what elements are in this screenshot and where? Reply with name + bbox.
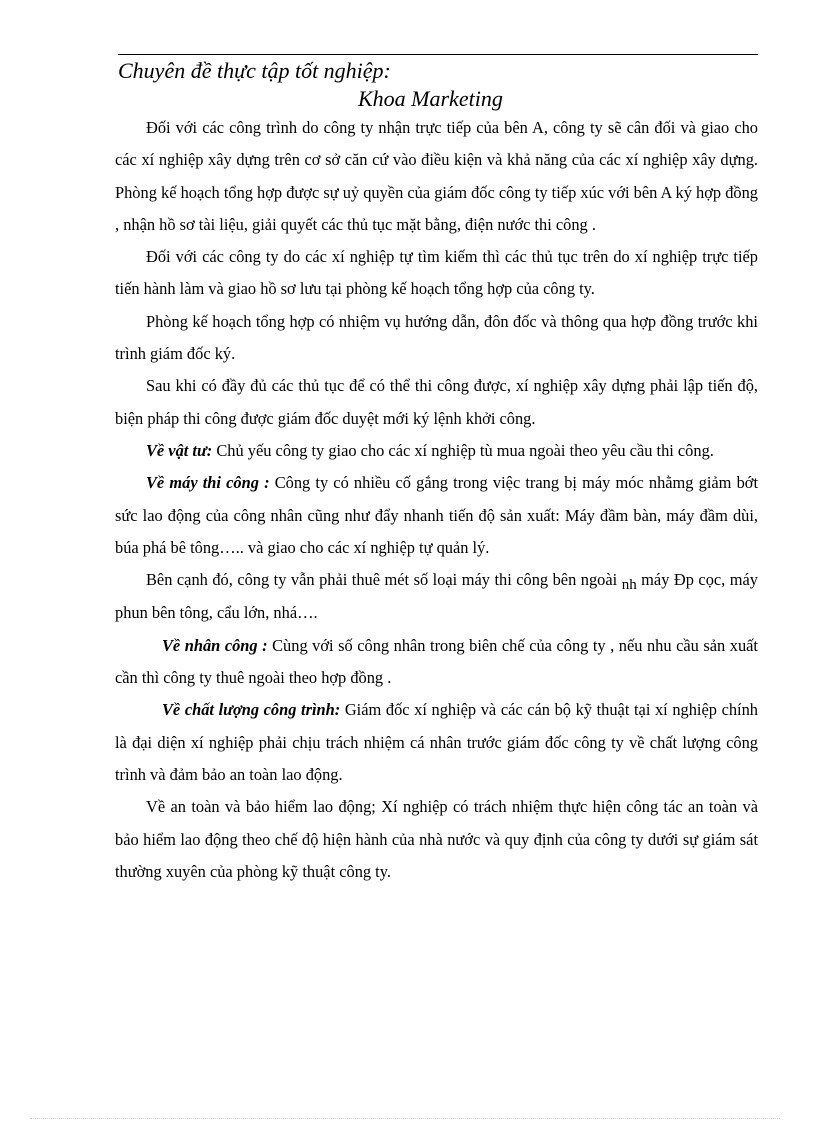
paragraph-text: Sau khi có đầy đủ các thủ tục để có thể thi công được, xí nghiệp xây dựng phải lập tiến độ, biện pháp thi công được giám đốc duyệt mới ký lệnh khởi công.	[115, 376, 758, 428]
paragraph	[115, 467, 758, 564]
paragraph-fragment: nh	[621, 577, 637, 594]
header-department: Khoa Marketing	[358, 86, 503, 111]
paragraph-text: máy Đp cọc, máy phun bên tông, cẩu lớn, nhá….	[115, 570, 758, 623]
paragraph	[115, 112, 758, 241]
paragraph-text: Phòng kế hoạch tổng hợp có nhiệm vụ hướng dẫn, đôn đốc và thông qua hợp đồng trước khi trình giám đốc ký.	[115, 311, 758, 364]
paragraph-text: Công ty có nhiều cố gắng trong việc trang bị máy móc nhằmg giảm bớt sức lao động của công nhân cũng như đẩy nhanh tiến độ sản xuất: Máy đầm bàn, máy đầm dùi, búa phá bê tông….. và giao cho các xí nghiệp tự quản lý.	[115, 473, 759, 557]
section-heading: Về nhân công :	[162, 635, 268, 655]
document-body	[115, 112, 758, 888]
paragraph	[115, 630, 758, 695]
paragraph	[115, 694, 758, 791]
paragraph	[115, 564, 758, 630]
paragraph-text: Cùng với số công nhân trong biên chế của công ty , nếu nhu cầu sản xuất cần thì công ty thuê ngoài theo hợp đồng .	[115, 635, 758, 688]
paragraph	[115, 435, 758, 467]
paragraph-text: Về an toàn và bảo hiểm lao động; Xí nghiệp có trách nhiệm thực hiện công tác an toàn và bảo hiểm lao động theo chế độ hiện hành của nhà nước và quy định của công ty dưới sự giám sát thường xuyên của phòng kỹ thuật công ty.	[115, 797, 758, 881]
section-heading: Về vật tư:	[146, 440, 213, 460]
header-rule	[118, 54, 758, 55]
paragraph-text: Giám đốc xí nghiệp và các cán bộ kỹ thuật tại xí nghiệp chính là đại diện xí nghiệp phải chịu trách nhiệm cá nhân trước giám đốc công ty về chất lượng công trình và đảm bảo an toàn lao động.	[115, 700, 758, 784]
paragraph-text: Đối với các công trình do công ty nhận trực tiếp của bên A, công ty sẽ cân đối và giao cho các xí nghiệp xây dựng trên cơ sở căn cứ vào điều kiện và khả năng của các xí nghiệp xây dựng. Phòng kế hoạch tổng hợp được sự uỷ quyền của giám đốc công ty tiếp xúc với bên A ký hợp đồng , nhận hồ sơ tài liệu, giải quyết các thủ tục mặt bằng, điện nước thi công .	[115, 118, 758, 234]
paragraph	[115, 306, 758, 371]
paragraph	[115, 241, 758, 306]
section-heading: Về chất lượng công trình:	[162, 700, 341, 720]
paragraph	[115, 791, 758, 888]
page-footer-divider	[30, 1118, 780, 1119]
section-heading: Về máy thi công :	[146, 473, 270, 493]
paragraph-text: Chủ yếu công ty giao cho các xí nghiệp tù mua ngoài theo yêu cầu thi công.	[212, 440, 714, 460]
paragraph	[115, 370, 758, 435]
paragraph-text: Bên cạnh đó, công ty vẫn phải thuê mét số loại máy thi công bên ngoài	[146, 570, 622, 590]
header-title: Chuyên đề thực tập tốt nghiệp:	[118, 58, 391, 83]
paragraph-text: Đối với các công ty do các xí nghiệp tự tìm kiếm thì các thủ tục trên do xí nghiệp trực tiếp tiến hành làm và giao hồ sơ lưu tại phòng kế hoạch tổng hợp của công ty.	[115, 247, 758, 299]
